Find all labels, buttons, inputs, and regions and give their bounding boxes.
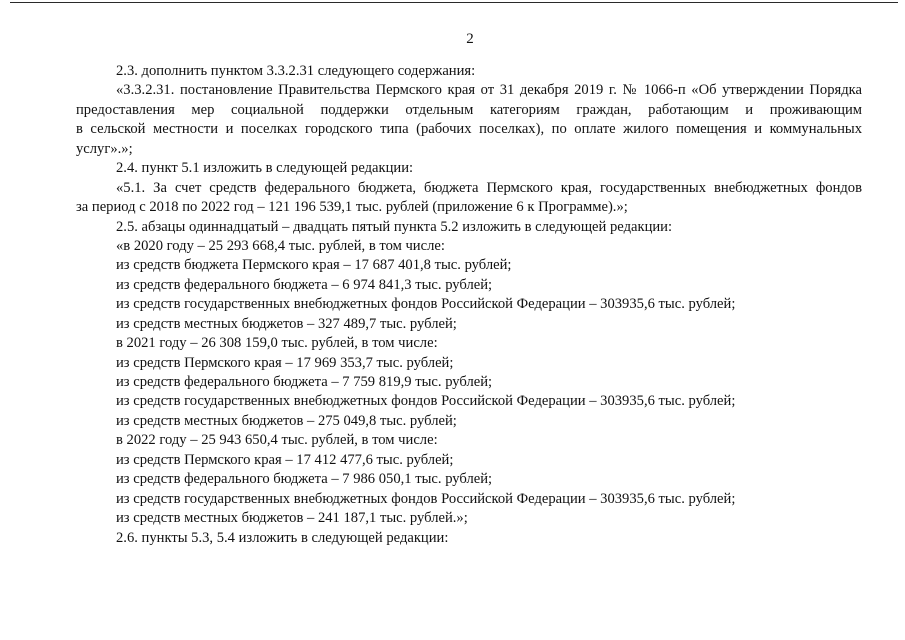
text-line: «5.1. За счет средств федерального бюджета, бюджета Пермского края, государственных внебюджетных фондов bbox=[116, 179, 862, 196]
text-line: за период с 2018 по 2022 год – 121 196 539,1 тыс. рублей (приложение 6 к Программе).»; bbox=[76, 199, 628, 216]
text-line: из средств государственных внебюджетных фондов Российской Федерации – 303935,6 тыс. рублей; bbox=[116, 296, 736, 313]
text-line: из средств местных бюджетов – 241 187,1 тыс. рублей.»; bbox=[116, 510, 468, 527]
text-line: из средств государственных внебюджетных фондов Российской Федерации – 303935,6 тыс. рублей; bbox=[116, 393, 736, 410]
text-line: 2.6. пункты 5.3, 5.4 изложить в следующей редакции: bbox=[116, 529, 449, 546]
text-line: 2.4. пункт 5.1 изложить в следующей редакции: bbox=[116, 160, 414, 177]
text-line: предоставления мер социальной поддержки отдельным категориям граждан, работающим и проживающим bbox=[76, 101, 862, 118]
scan-edge-line bbox=[10, 2, 898, 3]
text-line: из средств Пермского края – 17 412 477,6 тыс. рублей; bbox=[116, 451, 454, 468]
text-line: услуг».»; bbox=[76, 140, 133, 157]
page-number: 2 bbox=[466, 31, 474, 47]
text-line: из средств местных бюджетов – 275 049,8 тыс. рублей; bbox=[116, 412, 457, 429]
text-line: из средств федерального бюджета – 7 759 819,9 тыс. рублей; bbox=[116, 374, 493, 390]
text-line: «в 2020 году – 25 293 668,4 тыс. рублей, в том числе: bbox=[116, 237, 445, 254]
text-line: в 2021 году – 26 308 159,0 тыс. рублей, в том числе: bbox=[116, 335, 438, 352]
text-line: в сельской местности и поселках городского типа (рабочих поселках), по оплате жилого помещения и коммунальных bbox=[76, 121, 862, 138]
text-line: из средств Пермского края – 17 969 353,7 тыс. рублей; bbox=[116, 354, 454, 371]
text-line: из средств бюджета Пермского края – 17 687 401,8 тыс. рублей; bbox=[116, 257, 512, 274]
text-line: из средств федерального бюджета – 7 986 050,1 тыс. рублей; bbox=[116, 471, 493, 488]
text-line: из средств местных бюджетов – 327 489,7 тыс. рублей; bbox=[116, 315, 457, 332]
text-line: в 2022 году – 25 943 650,4 тыс. рублей, в том числе: bbox=[116, 432, 438, 449]
document-body bbox=[76, 62, 862, 548]
text-line: «3.3.2.31. постановление Правительства Пермского края от 31 декабря 2019 г. № 1066-п «Об утверждении Порядка bbox=[116, 82, 862, 99]
text-line: 2.3. дополнить пунктом 3.3.2.31 следующего содержания: bbox=[116, 63, 476, 79]
text-line: из средств федерального бюджета – 6 974 841,3 тыс. рублей; bbox=[116, 276, 493, 293]
text-line: 2.5. абзацы одиннадцатый – двадцать пятый пункта 5.2 изложить в следующей редакции: bbox=[116, 218, 673, 235]
text-line: из средств государственных внебюджетных фондов Российской Федерации – 303935,6 тыс. рублей; bbox=[116, 490, 736, 507]
